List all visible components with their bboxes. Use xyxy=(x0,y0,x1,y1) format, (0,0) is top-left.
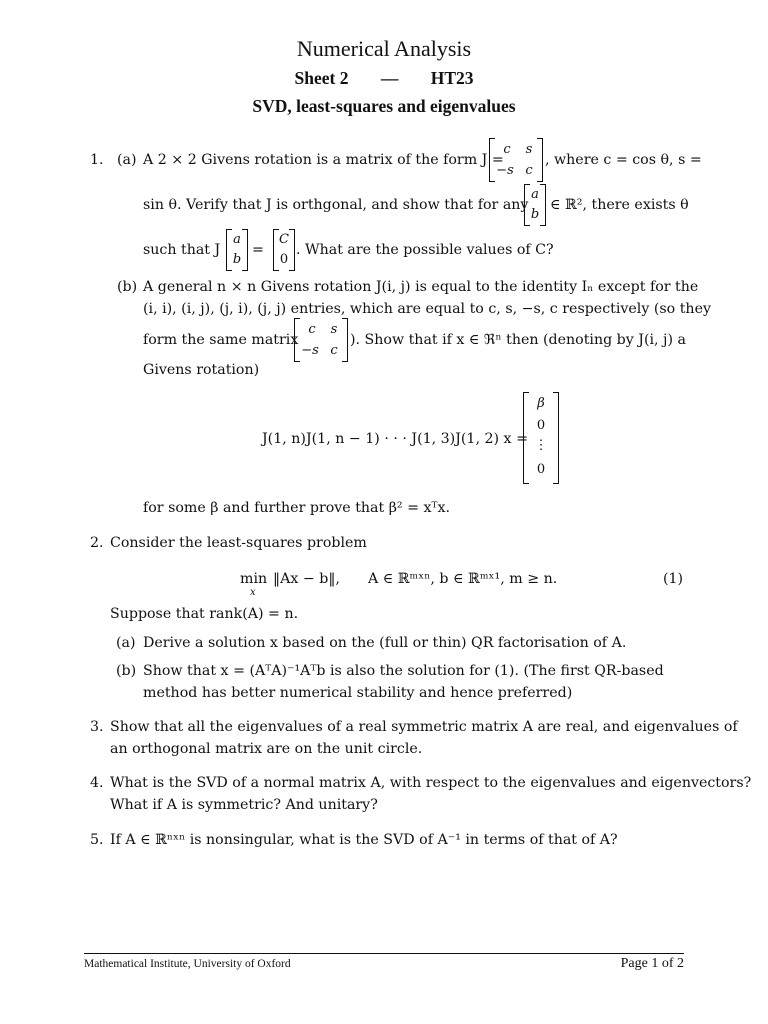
ab-vector xyxy=(524,184,546,226)
equation-number: (1) xyxy=(663,571,684,587)
matrix-cell: c xyxy=(525,163,533,178)
vector-cell: C xyxy=(279,232,289,247)
equals-sign: = xyxy=(252,242,264,258)
q1a-line3-pre: such that J xyxy=(143,242,221,258)
q2b-line2: method has better numerical stability and hence preferred) xyxy=(143,685,573,701)
footer-page-number: Page 1 of 2 xyxy=(620,956,684,971)
q5-number: 5. xyxy=(90,832,104,848)
eq-min: min xyxy=(240,571,268,587)
footer-institution: Mathematical Institute, University of Oxford xyxy=(84,958,291,970)
vector-cell: 0 xyxy=(536,418,546,433)
q4-line2: What if A is symmetric? And unitary? xyxy=(110,797,378,813)
q4-line1: What is the SVD of a normal matrix A, with respect to the eigenvalues and eigenvectors? xyxy=(110,775,752,791)
vector-cell: ⋮ xyxy=(534,438,548,453)
q1a-line1-post: , where c = cos θ, s = xyxy=(545,152,702,168)
q2-intro: Consider the least-squares problem xyxy=(110,535,367,551)
sheet-number: Sheet 2 xyxy=(294,68,349,88)
q1a-line2-pre: sin θ. Verify that J is orthgonal, and show that for any xyxy=(143,197,529,213)
givens-matrix-2 xyxy=(294,318,348,362)
givens-matrix xyxy=(489,138,543,182)
vector-cell: b xyxy=(232,252,242,267)
beta-vector xyxy=(523,392,559,484)
eq-body: ‖Ax − b‖, xyxy=(273,571,340,587)
q3-line1: Show that all the eigenvalues of a real symmetric matrix A are real, and eigenvalues of xyxy=(110,719,738,735)
title-dash: — xyxy=(380,68,399,88)
document-subtitle: SVD, least-squares and eigenvalues xyxy=(252,96,516,116)
q1a-line2-post: ∈ ℝ², there exists θ xyxy=(550,197,689,213)
C0-vector xyxy=(273,229,295,271)
matrix-cell: c xyxy=(503,142,511,157)
vector-cell: a xyxy=(233,232,241,247)
q1b-line3-pre: form the same matrix xyxy=(143,332,299,348)
q1a-line3-post: . What are the possible values of C? xyxy=(296,242,554,258)
matrix-cell: −s xyxy=(301,343,319,358)
vector-cell: 0 xyxy=(536,462,546,477)
q1b-line5: for some β and further prove that β² = xᵀx. xyxy=(143,500,450,516)
matrix-cell: s xyxy=(525,142,533,157)
q2a-label: (a) xyxy=(116,635,136,651)
q2a-text: Derive a solution x based on the (full or thin) QR factorisation of A. xyxy=(143,635,627,651)
q1b-line2: (i, i), (i, j), (j, i), (j, j) entries, which are equal to c, s, −s, c respectively (so they xyxy=(143,301,711,317)
q1b-line4: Givens rotation) xyxy=(143,362,260,378)
q1b-line3-post: ). Show that if x ∈ ℜⁿ then (denoting by J(i, j) a xyxy=(350,332,686,348)
vector-cell: 0 xyxy=(279,252,289,267)
q2-number: 2. xyxy=(90,535,104,551)
q1a-line1-pre: A 2 × 2 Givens rotation is a matrix of the form J = xyxy=(143,152,504,168)
vector-cell: β xyxy=(537,396,545,411)
eq-min-subscript: x xyxy=(250,587,256,598)
display-equation-lhs: J(1, n)J(1, n − 1) · · · J(1, 3)J(1, 2) x = xyxy=(262,431,528,447)
q2-suppose: Suppose that rank(A) = n. xyxy=(110,606,299,622)
q1a-label: (a) xyxy=(117,152,137,168)
q3-line2: an orthogonal matrix are on the unit circle. xyxy=(110,741,423,757)
matrix-cell: −s xyxy=(496,163,514,178)
sheet-line xyxy=(0,68,768,89)
q1-number: 1. xyxy=(90,152,104,168)
term-label: HT23 xyxy=(430,68,474,88)
ab-vector-2 xyxy=(226,229,248,271)
matrix-cell: c xyxy=(308,322,316,337)
q1b-line1: A general n × n Givens rotation J(i, j) is equal to the identity Iₙ except for the xyxy=(143,279,699,295)
matrix-cell: s xyxy=(330,322,338,337)
footer-rule xyxy=(84,953,684,954)
q5-line1: If A ∈ ℝⁿˣⁿ is nonsingular, what is the SVD of A⁻¹ in terms of that of A? xyxy=(110,832,618,848)
eq-conditions: A ∈ ℝᵐˣⁿ, b ∈ ℝᵐˣ¹, m ≥ n. xyxy=(368,571,558,587)
q2b-label: (b) xyxy=(116,663,137,679)
vector-cell: a xyxy=(531,187,539,202)
q3-number: 3. xyxy=(90,719,104,735)
q2b-line1: Show that x = (AᵀA)⁻¹Aᵀb is also the solution for (1). (The first QR-based xyxy=(143,663,664,679)
document-title: Numerical Analysis xyxy=(296,36,472,61)
q4-number: 4. xyxy=(90,775,104,791)
vector-cell: b xyxy=(530,207,540,222)
matrix-cell: c xyxy=(330,343,338,358)
q1b-label: (b) xyxy=(117,279,138,295)
